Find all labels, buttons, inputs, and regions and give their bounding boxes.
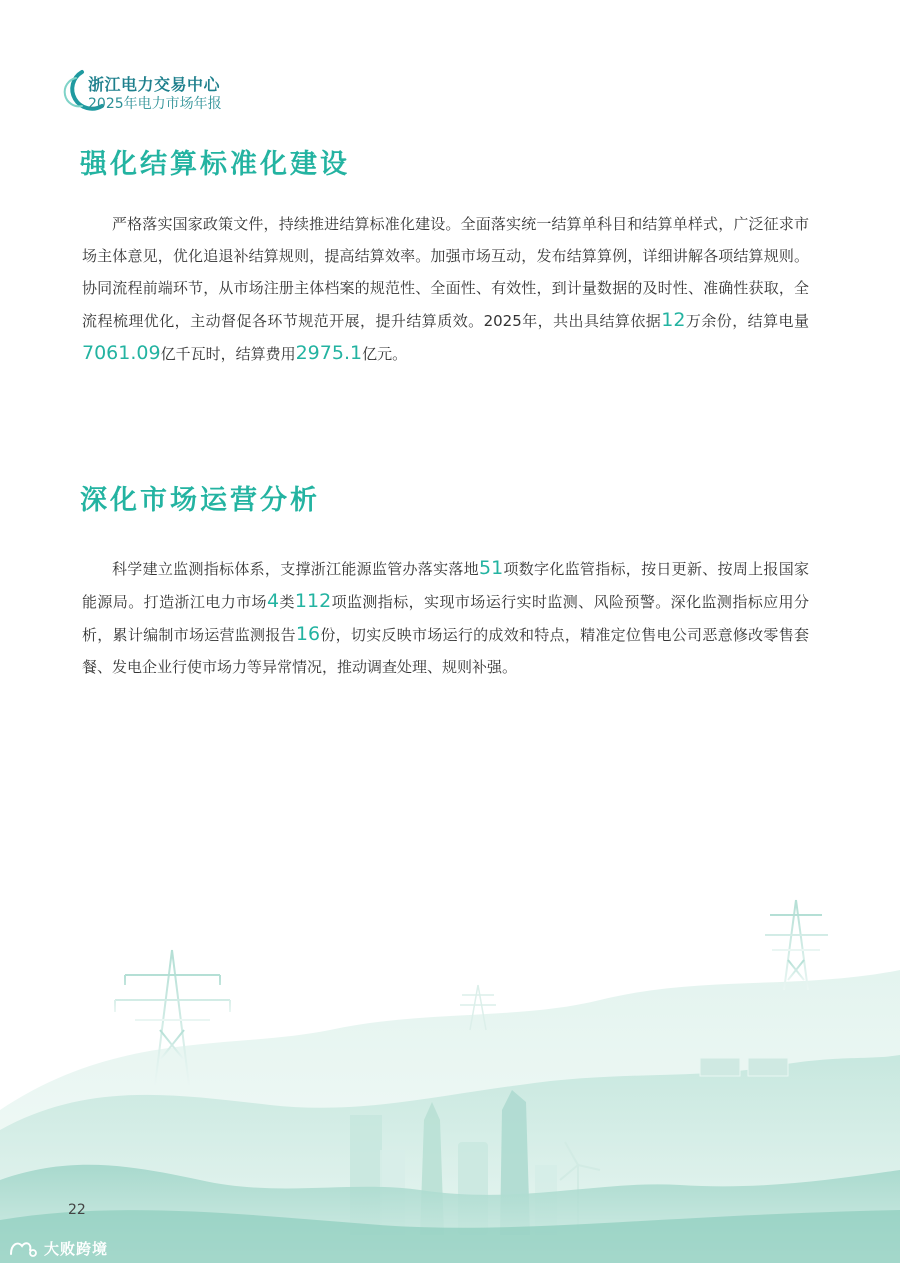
highlight-number: 112: [294, 590, 332, 612]
section-title-market-analysis: 深化市场运营分析: [80, 485, 320, 516]
paragraph-text: 亿元。: [362, 345, 408, 363]
highlight-number: 51: [478, 557, 504, 579]
paragraph-text: 项数字化监管指标，按日更新、按周上报国家能源局。打造浙江电力市场: [82, 560, 809, 611]
watermark-text: 大败跨境: [44, 1239, 109, 1258]
watermark: [8, 1237, 108, 1259]
paragraph-text: 严格落实国家政策文件，持续推进结算标准化建设。全面落实统一结算单科目和结算单样式，广泛征求市场主体意见，优化追退补结算规则，提高结算效率。加强市场互动，发布结算算例，详细讲解各项结算规则。协同流程前端环节，从市场注册主体档案的规范性、全面性、有效性，到计量数据的及时性、准确性获取，全流程梳理优化，主动督促各环节规范开展，提升结算质效。2025年，共出具结算依据: [82, 215, 809, 330]
paragraph-text: 项监测指标，实现市场运行实时监测、风险预警。深化监测指标应用分析，累计编制市场运营监测报告: [82, 593, 809, 644]
section-paragraph-market-analysis: [82, 552, 809, 683]
highlight-number: 7061.09: [82, 342, 161, 364]
paragraph-text: 类: [279, 593, 295, 611]
section-paragraph-settlement: [82, 208, 809, 370]
paragraph-text: 科学建立监测指标体系，支撑浙江能源监管办落实落地: [112, 560, 479, 578]
paragraph-text: 亿千瓦时，结算费用: [160, 345, 296, 363]
page-number: 22: [68, 1202, 86, 1218]
highlight-number: 4: [266, 590, 280, 612]
paragraph-text: 万余份，结算电量: [685, 312, 809, 330]
transmission-tower-right-icon: [765, 900, 828, 990]
report-name: 2025年电力市场年报: [88, 96, 222, 112]
power-grid-landscape-illustration: [0, 880, 900, 1263]
highlight-number: 2975.1: [295, 342, 363, 364]
paragraph-text: 份，切实反映市场运行的成效和特点，精准定位售电公司恶意修改零售套餐、发电企业行使市场力等异常情况，推动调查处理、规则补强。: [82, 626, 809, 676]
highlight-number: 16: [295, 623, 321, 645]
highlight-number: 12: [661, 309, 686, 331]
watermark-logo-icon: [8, 1238, 38, 1258]
organization-name: 浙江电力交易中心: [88, 75, 221, 94]
section-title-settlement: 强化结算标准化建设: [80, 149, 350, 180]
